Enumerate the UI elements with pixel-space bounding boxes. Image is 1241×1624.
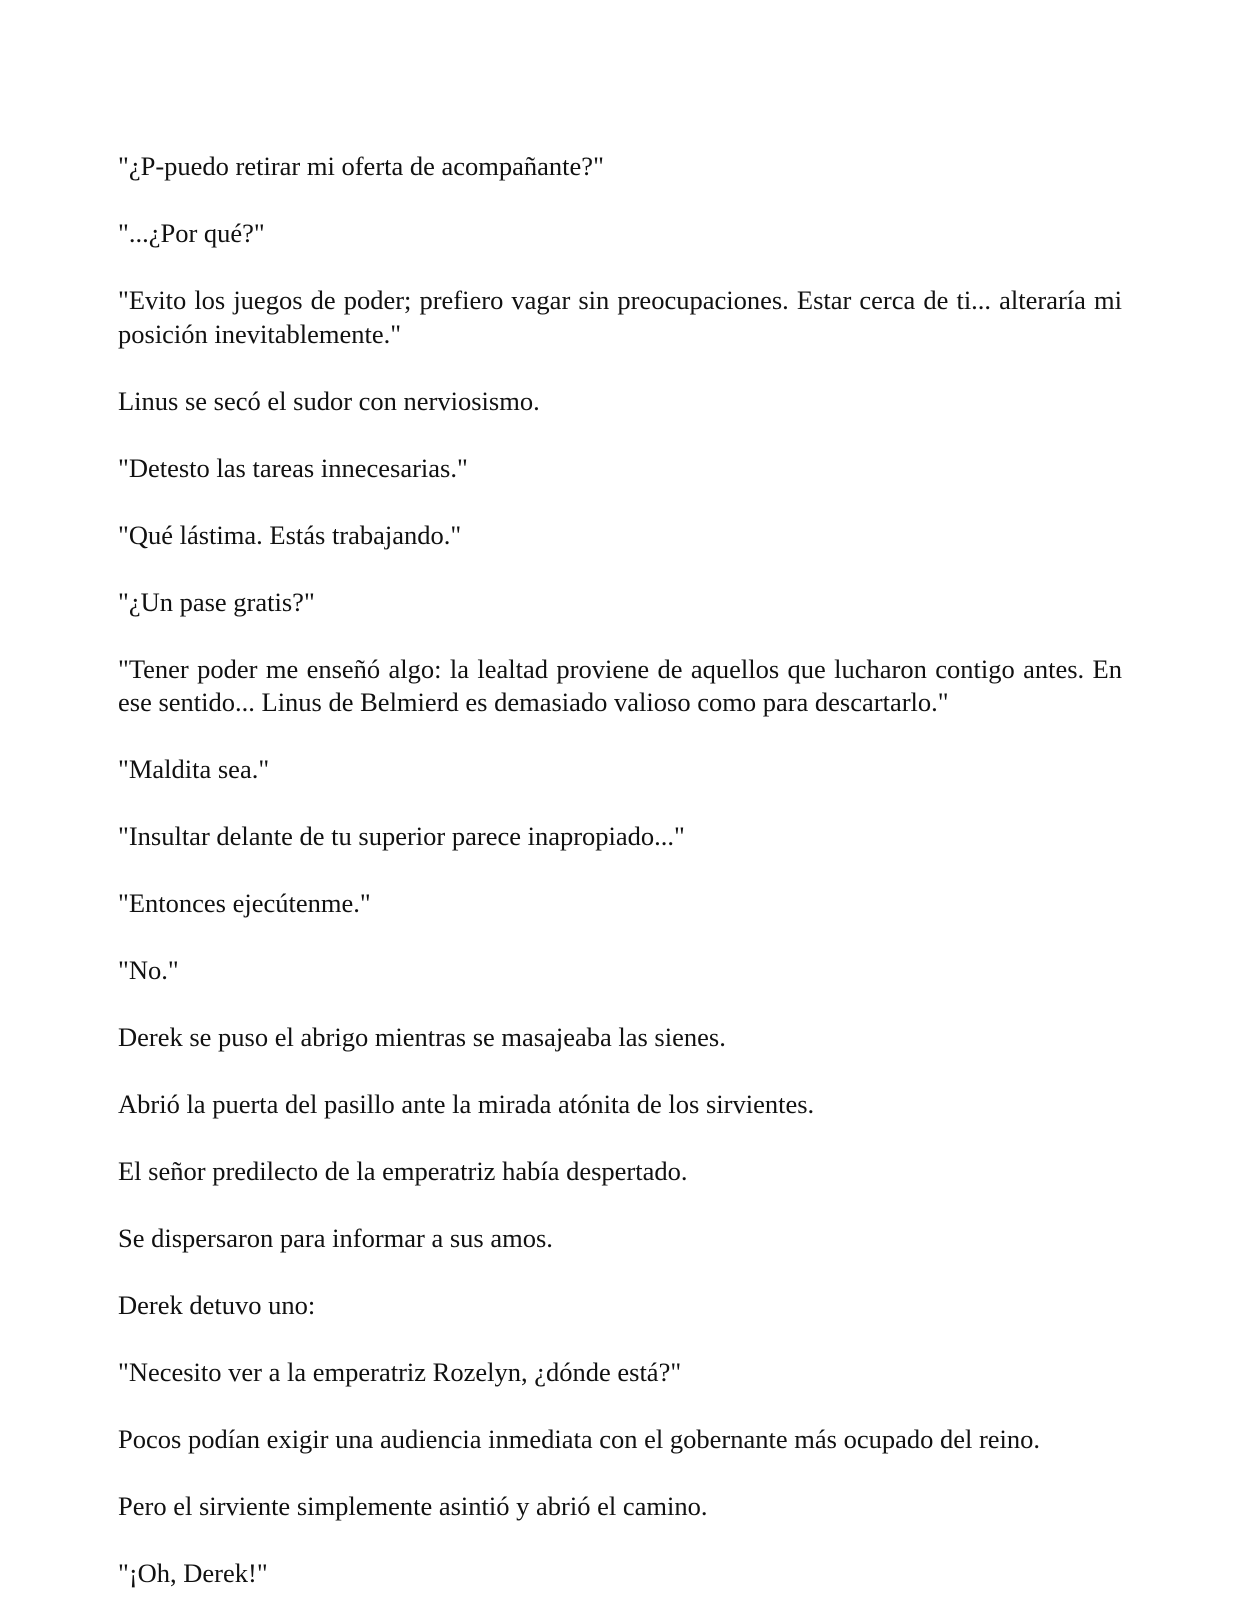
- paragraph: "No.": [118, 955, 179, 985]
- paragraph: Se dispersaron para informar a sus amos.: [118, 1223, 553, 1253]
- paragraph: "¿Un pase gratis?": [118, 586, 315, 617]
- paragraph: "Detesto las tareas innecesarias.": [118, 452, 468, 483]
- paragraph: Abrió la puerta del pasillo ante la mirada atónita de los sirvientes.: [118, 1089, 815, 1119]
- paragraph: Derek se puso el abrigo mientras se masajeaba las sienes.: [118, 1022, 726, 1052]
- paragraph: "Maldita sea.": [118, 754, 270, 784]
- paragraph: "¡Oh, Derek!": [118, 1558, 268, 1588]
- paragraph: Linus se secó el sudor con nerviosismo.: [118, 385, 540, 416]
- paragraph: Pero el sirviente simplemente asintió y abrió el camino.: [118, 1491, 708, 1521]
- paragraph: El señor predilecto de la emperatriz había despertado.: [118, 1156, 688, 1186]
- paragraph: Pocos podían exigir una audiencia inmediata con el gobernante más ocupado del reino.: [118, 1424, 1041, 1454]
- paragraph: "Insultar delante de tu superior parece inapropiado...": [118, 821, 685, 851]
- paragraph: "Qué lástima. Estás trabajando.": [118, 519, 462, 550]
- paragraph: "...¿Por qué?": [118, 218, 265, 248]
- paragraph: "Entonces ejecútenme.": [118, 888, 371, 918]
- paragraph: "¿P-puedo retirar mi oferta de acompañante?": [118, 151, 604, 181]
- paragraph: Derek detuvo uno:: [118, 1290, 316, 1320]
- text-column: [118, 150, 1122, 1624]
- paragraph: "Tener poder me enseñó algo: la lealtad proviene de aquellos que lucharon contigo antes. En ese sentido... Linus de Belmierd es demasiado valioso como para descartarlo.": [118, 653, 1122, 717]
- paragraph: "Necesito ver a la emperatriz Rozelyn, ¿dónde está?": [118, 1357, 682, 1387]
- paragraph: "Evito los juegos de poder; prefiero vagar sin preocupaciones. Estar cerca de ti... alteraría mi posición inevitablemente.": [118, 285, 1122, 349]
